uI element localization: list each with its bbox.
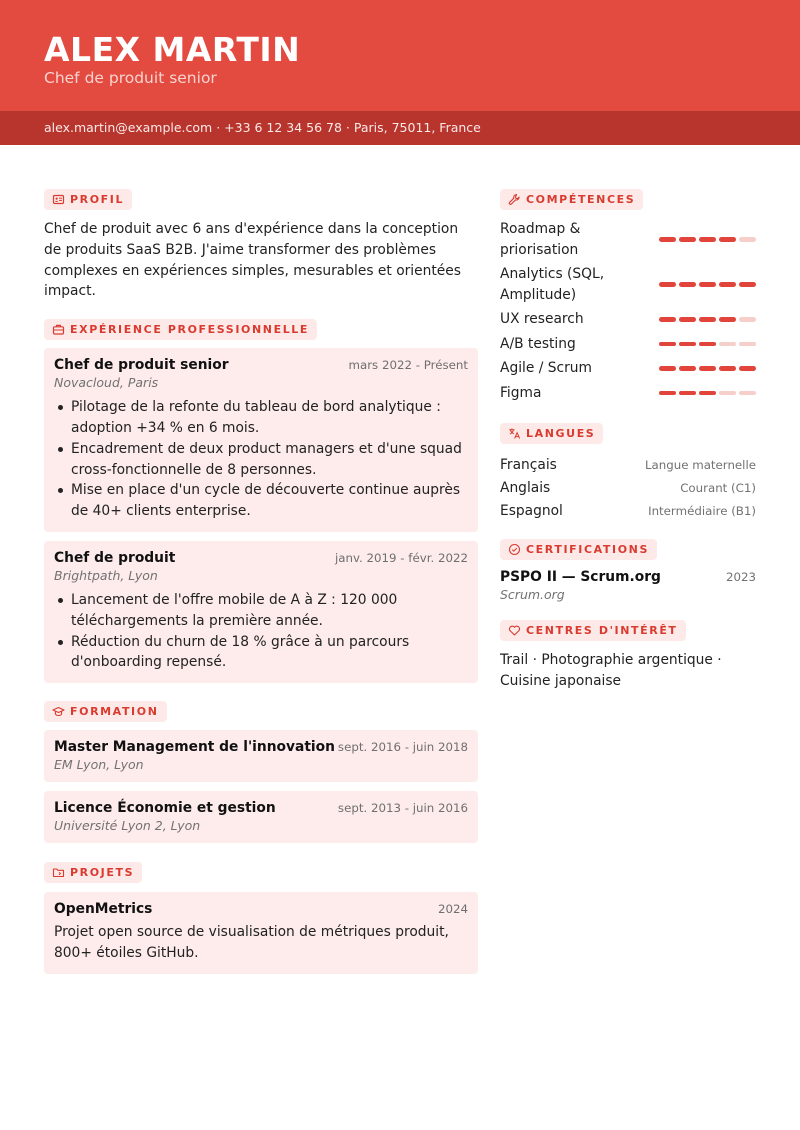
- bullet-item: Réduction du churn de 18 % grâce à un parcours d'onboarding repensé.: [54, 632, 468, 674]
- section-title: PROJETS: [70, 866, 135, 880]
- language-name: Espagnol: [500, 502, 563, 519]
- candidate-name: ALEX MARTIN: [44, 30, 301, 69]
- skill-row: [500, 309, 756, 330]
- language-row: [500, 476, 756, 499]
- section-header-formation: [44, 701, 167, 722]
- section-title: CERTIFICATIONS: [526, 543, 649, 556]
- skill-bar-filled: [719, 237, 737, 242]
- id-card-icon: [52, 193, 65, 206]
- section-header-experience: [44, 319, 317, 340]
- skill-bar-filled: [699, 317, 717, 322]
- interests-text: Trail · Photographie argentique · Cuisine japonaise: [500, 652, 722, 689]
- skill-bar-filled: [739, 282, 757, 287]
- section-header-interets: [500, 620, 686, 641]
- briefcase-icon: [52, 323, 65, 336]
- experience-card: [44, 541, 478, 683]
- heart-icon: [508, 624, 521, 637]
- skill-bar-filled: [699, 366, 717, 371]
- skill-bar-empty: [719, 391, 737, 396]
- section-title: FORMATION: [70, 705, 159, 719]
- skill-bar-filled: [659, 282, 677, 287]
- degree-title: Master Management de l'innovation: [54, 739, 335, 756]
- skill-bar-filled: [699, 237, 717, 242]
- education-dates: sept. 2013 - juin 2016: [337, 801, 468, 816]
- translate-icon: [508, 427, 521, 440]
- project-card: [44, 892, 478, 974]
- skill-bar-filled: [719, 282, 737, 287]
- skill-level-meter: [659, 317, 757, 322]
- job-title: Chef de produit senior: [44, 69, 217, 87]
- skill-bar-empty: [739, 342, 757, 347]
- skill-bar-filled: [699, 282, 717, 287]
- contact-info: alex.martin@example.com · +33 6 12 34 56 78 · Paris, 75011, France: [44, 120, 481, 135]
- certification-issuer: Scrum.org: [500, 587, 565, 602]
- bullet-item: Mise en place d'un cycle de découverte continue auprès de 40+ clients enterprise.: [54, 480, 468, 522]
- skill-bar-filled: [719, 317, 737, 322]
- skill-bar-filled: [739, 366, 757, 371]
- experience-dates: janv. 2019 - févr. 2022: [334, 550, 468, 565]
- certification-year: 2023: [725, 570, 756, 584]
- skill-bar-empty: [739, 317, 757, 322]
- skill-bar-filled: [699, 342, 717, 347]
- skill-name: Agile / Scrum: [500, 360, 592, 376]
- skill-bar-filled: [659, 237, 677, 242]
- school-name: EM Lyon, Lyon: [54, 757, 144, 773]
- folder-code-icon: [52, 866, 65, 879]
- language-name: Anglais: [500, 479, 551, 496]
- experience-company: Brightpath, Lyon: [54, 567, 158, 583]
- education-card: [44, 791, 478, 843]
- language-name: Français: [500, 456, 557, 473]
- sidebar-column: [500, 189, 756, 692]
- skill-bar-filled: [659, 342, 677, 347]
- skill-name: Figma: [500, 384, 542, 401]
- bullet-item: Encadrement de deux product managers et d'une squad cross-fonctionnelle de 8 personnes.: [54, 439, 468, 481]
- experience-title: Chef de produit senior: [54, 357, 229, 374]
- skill-row: [500, 358, 756, 379]
- graduation-cap-icon: [52, 705, 65, 718]
- skill-name: A/B testing: [500, 335, 576, 352]
- education-card: [44, 730, 478, 782]
- skill-bar-filled: [699, 391, 717, 396]
- experience-card: [44, 348, 478, 532]
- skill-bar-filled: [719, 366, 737, 371]
- check-circle-icon: [508, 543, 521, 556]
- skill-bar-filled: [679, 282, 697, 287]
- school-name: Université Lyon 2, Lyon: [54, 818, 201, 834]
- skill-bar-filled: [679, 317, 697, 322]
- skill-level-meter: [659, 391, 757, 396]
- experience-title: Chef de produit: [54, 549, 176, 566]
- language-row: [500, 499, 756, 522]
- section-title: COMPÉTENCES: [526, 193, 636, 206]
- project-title: OpenMetrics: [54, 901, 153, 918]
- language-level: Courant (C1): [680, 480, 756, 495]
- degree-title: Licence Économie et gestion: [54, 800, 276, 817]
- experience-bullets: [54, 590, 468, 673]
- skill-bar-filled: [659, 391, 677, 396]
- skill-row: [500, 383, 756, 404]
- language-level: Langue maternelle: [644, 457, 756, 472]
- section-title: LANGUES: [526, 427, 596, 440]
- section-header-profil: [44, 189, 132, 210]
- certification-title: PSPO II — Scrum.org: [500, 569, 661, 585]
- languages-list: [500, 453, 756, 522]
- header-banner: [0, 0, 800, 111]
- bullet-item: Lancement de l'offre mobile de A à Z : 120 000 téléchargements la première année.: [54, 590, 468, 632]
- skill-bar-filled: [659, 366, 677, 371]
- project-description: Projet open source de visualisation de métriques produit, 800+ étoiles GitHub.: [54, 924, 449, 961]
- section-header-competences: [500, 189, 643, 210]
- skill-bar-empty: [719, 342, 737, 347]
- skill-bar-empty: [739, 391, 757, 396]
- contact-bar: [0, 111, 800, 145]
- project-year: 2024: [437, 902, 468, 917]
- education-dates: sept. 2016 - juin 2018: [337, 740, 468, 755]
- skill-level-meter: [659, 342, 757, 347]
- skill-row: [500, 264, 756, 305]
- certification-entry: [500, 569, 756, 602]
- section-title: EXPÉRIENCE PROFESSIONNELLE: [70, 323, 310, 337]
- skill-level-meter: [659, 366, 757, 371]
- experience-dates: mars 2022 - Présent: [348, 358, 468, 373]
- skill-row: [500, 334, 756, 355]
- skill-bar-filled: [659, 317, 677, 322]
- section-header-langues: [500, 423, 603, 444]
- experience-bullets: [54, 397, 468, 522]
- section-title: CENTRES D'INTÉRÊT: [526, 624, 678, 637]
- skills-list: [500, 219, 756, 403]
- skill-level-meter: [659, 282, 757, 287]
- skill-name: Analytics (SQL, Amplitude): [500, 266, 605, 303]
- experience-company: Novacloud, Paris: [54, 375, 159, 391]
- skill-bar-filled: [679, 391, 697, 396]
- main-column: [44, 189, 478, 974]
- skill-name: Roadmap & priorisation: [500, 221, 581, 258]
- profile-summary: Chef de produit avec 6 ans d'expérience dans la conception de produits SaaS B2B. J'aime transformer des problèmes complexes en expériences simples, mesurables et orientées impact.: [44, 221, 461, 300]
- skill-row: [500, 219, 756, 260]
- bullet-item: Pilotage de la refonte du tableau de bord analytique : adoption +34 % en 6 mois.: [54, 397, 468, 439]
- section-header-certifications: [500, 539, 657, 560]
- section-title: PROFIL: [70, 193, 125, 206]
- section-header-projets: [44, 862, 142, 883]
- skill-name: UX research: [500, 311, 584, 327]
- skill-bar-filled: [679, 342, 697, 347]
- language-row: [500, 453, 756, 476]
- wrench-icon: [508, 193, 521, 206]
- language-level: Intermédiaire (B1): [648, 503, 756, 518]
- skill-bar-filled: [679, 237, 697, 242]
- skill-bar-filled: [679, 366, 697, 371]
- skill-level-meter: [659, 237, 757, 242]
- skill-bar-empty: [739, 237, 757, 242]
